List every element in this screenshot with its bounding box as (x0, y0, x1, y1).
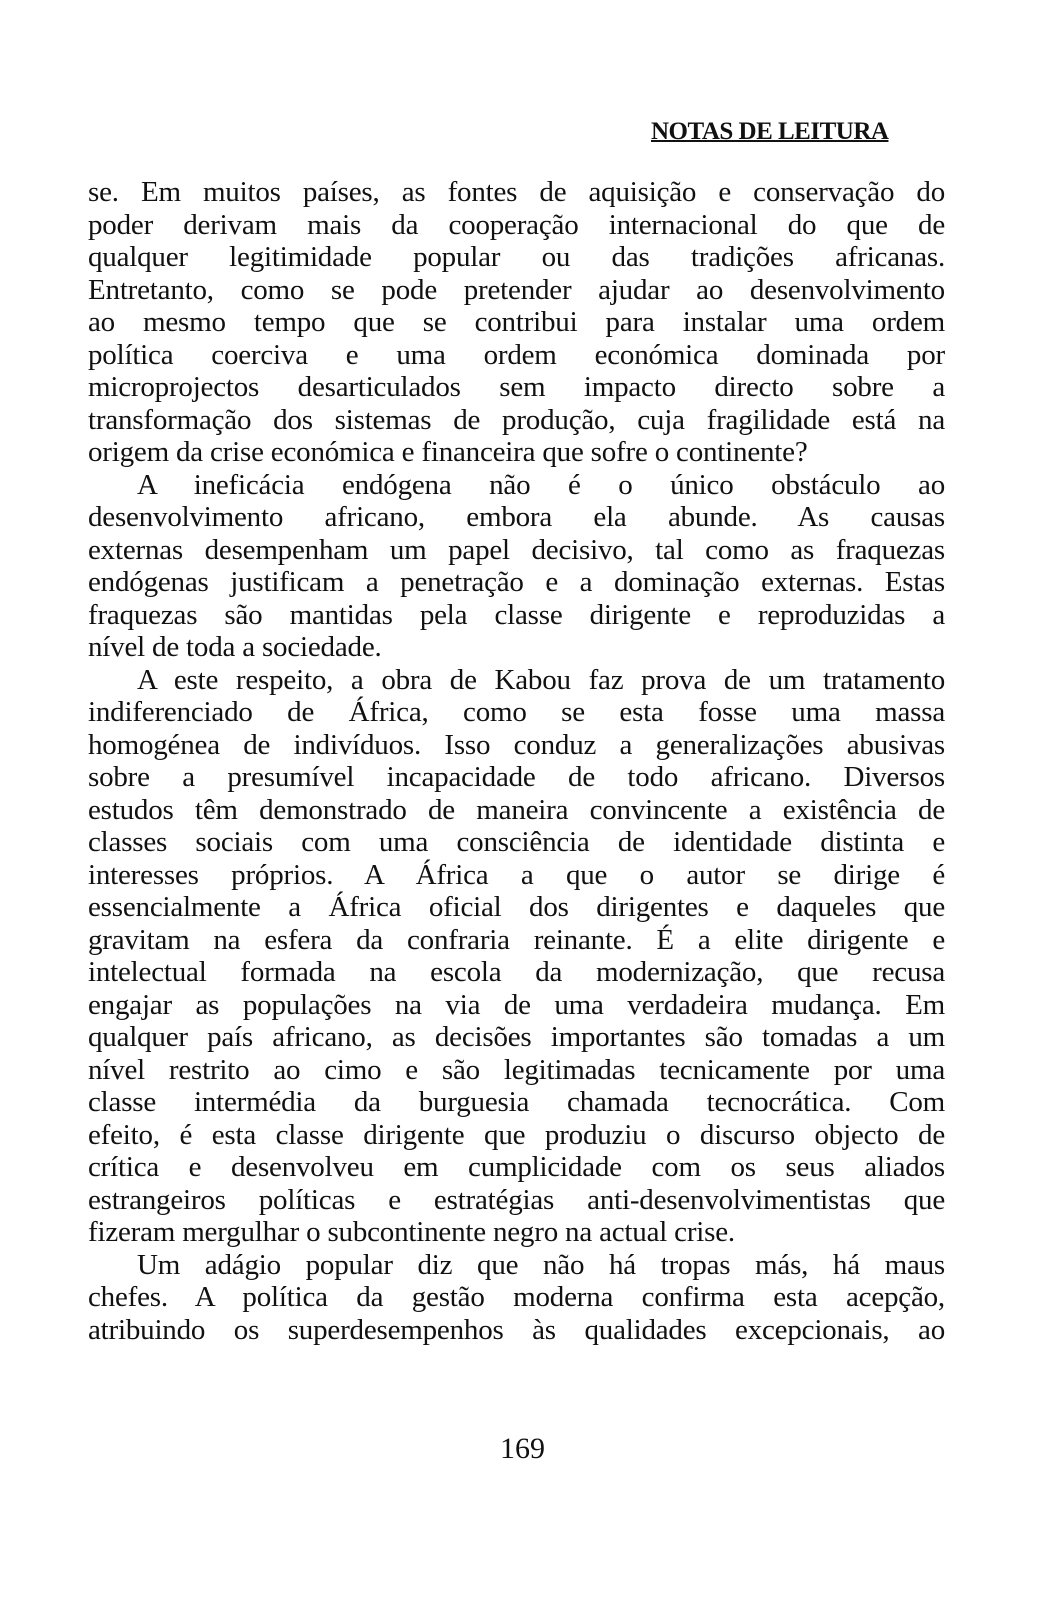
text-line: nível restrito ao cimo e são legitimadas tecnicamente por uma (88, 1053, 945, 1086)
text-line: sobre a presumível incapacidade de todo africano. Diversos (88, 761, 945, 793)
text-line: estrangeiros políticas e estratégias anti-desenvolvimentistas que (88, 1183, 945, 1216)
text-line: política coerciva e uma ordem económica dominada por (88, 338, 945, 371)
text-line: Entretanto, como se pode pretender ajudar ao desenvolvimento (88, 273, 945, 306)
text-line: poder derivam mais da cooperação internacional do que de (88, 208, 945, 241)
text-line: estudos têm demonstrado de maneira convincente a existência de (88, 793, 945, 826)
text-line: nível de toda a sociedade. (88, 631, 382, 663)
text-line: essencialmente a África oficial dos dirigentes e daqueles que (88, 891, 945, 923)
text-line: qualquer legitimidade popular ou das tradições africanas. (88, 241, 945, 273)
body-text (88, 176, 945, 1346)
text-line: intelectual formada na escola da modernização, que recusa (88, 956, 945, 988)
text-line: transformação dos sistemas de produção, cuja fragilidade está na (88, 403, 945, 436)
text-line: classe intermédia da burguesia chamada tecnocrática. Com (88, 1086, 945, 1118)
text-line: fraquezas são mantidas pela classe dirigente e reproduzidas a (88, 598, 945, 631)
text-line: ao mesmo tempo que se contribui para instalar uma ordem (88, 306, 945, 338)
running-header: NOTAS DE LEITURA (651, 118, 889, 145)
text-line: se. Em muitos países, as fontes de aquisição e conservação do (88, 176, 945, 208)
text-line: indiferenciado de África, como se esta fosse uma massa (88, 696, 945, 728)
text-line: classes sociais com uma consciência de identidade distinta e (88, 826, 945, 858)
page-number: 169 (500, 1432, 545, 1465)
text-line: interesses próprios. A África a que o autor se dirige é (88, 858, 945, 891)
text-line: gravitam na esfera da confraria reinante. É a elite dirigente e (88, 923, 945, 956)
text-line: chefes. A política da gestão moderna confirma esta acepção, (88, 1281, 945, 1313)
text-line: microprojectos desarticulados sem impacto directo sobre a (88, 371, 945, 403)
text-line: A ineficácia endógena não é o único obstáculo ao (137, 468, 945, 501)
text-line: efeito, é esta classe dirigente que produziu o discurso objecto de (88, 1118, 945, 1151)
text-line: homogénea de indivíduos. Isso conduz a generalizações abusivas (88, 728, 945, 761)
text-line: externas desempenham um papel decisivo, tal como as fraquezas (88, 533, 945, 566)
text-line: A este respeito, a obra de Kabou faz prova de um tratamento (137, 663, 945, 696)
text-line: origem da crise económica e financeira que sofre o continente? (88, 436, 808, 468)
text-line: desenvolvimento africano, embora ela abunde. As causas (88, 501, 945, 533)
text-line: crítica e desenvolveu em cumplicidade com os seus aliados (88, 1151, 945, 1183)
text-line: Um adágio popular diz que não há tropas más, há maus (137, 1248, 945, 1281)
text-line: engajar as populações na via de uma verdadeira mudança. Em (88, 988, 945, 1021)
text-line: fizeram mergulhar o subcontinente negro na actual crise. (88, 1216, 735, 1248)
text-line: endógenas justificam a penetração e a dominação externas. Estas (88, 566, 945, 598)
text-line: atribuindo os superdesempenhos às qualidades excepcionais, ao (88, 1313, 945, 1346)
text-line: qualquer país africano, as decisões importantes são tomadas a um (88, 1021, 945, 1053)
